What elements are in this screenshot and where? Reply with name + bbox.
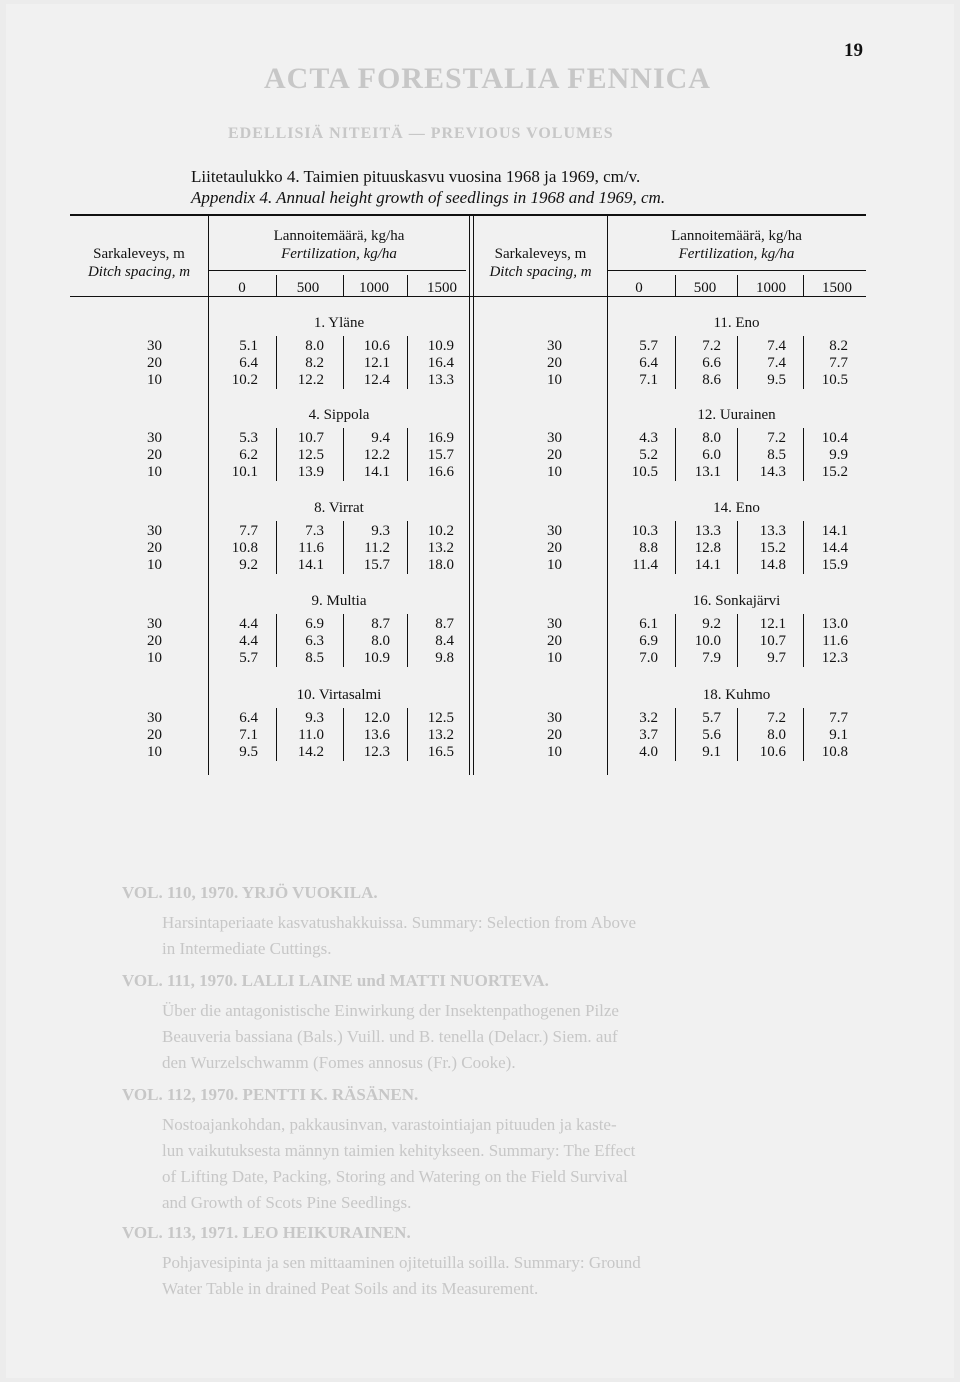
growth-value: 15.9: [821, 557, 848, 573]
growth-value: 5.3: [239, 430, 258, 446]
growth-value: 10.9: [427, 338, 454, 354]
column-separator: [407, 614, 408, 667]
column-separator: [675, 336, 676, 389]
bleed-line: Über die antagonistische Einwirkung der Insektenpathogenen Pilze: [162, 1001, 619, 1020]
column-separator: [407, 521, 408, 574]
growth-value: 9.5: [767, 372, 786, 388]
double-rule-b: [473, 215, 474, 775]
growth-value: 9.7: [767, 650, 786, 666]
right-fert-rule: [607, 270, 866, 271]
growth-value: 15.7: [427, 447, 454, 463]
row-spacing: 10: [547, 744, 562, 760]
column-separator: [276, 336, 277, 389]
growth-value: 6.1: [639, 616, 658, 632]
location-name: 10. Virtasalmi: [296, 687, 382, 703]
growth-value: 13.3: [427, 372, 454, 388]
bleed-line: VOL. 110, 1970. YRJÖ VUOKILA.: [122, 883, 378, 902]
growth-value: 9.4: [371, 430, 390, 446]
column-separator: [737, 336, 738, 389]
growth-value: 15.2: [759, 540, 786, 556]
table-caption-en: Appendix 4. Annual height growth of seedlings in 1968 and 1969, cm.: [191, 188, 666, 207]
col-header-spacing-en: Ditch spacing, m: [489, 264, 592, 280]
fert-level-0: 0: [635, 280, 643, 296]
row-spacing: 10: [147, 744, 162, 760]
growth-value: 9.3: [305, 710, 324, 726]
growth-value: 6.9: [305, 616, 324, 632]
growth-value: 14.4: [821, 540, 848, 556]
column-separator: [343, 336, 344, 389]
row-spacing: 20: [147, 727, 162, 743]
growth-value: 5.7: [639, 338, 658, 354]
growth-value: 4.4: [239, 616, 258, 632]
growth-value: 8.0: [767, 727, 786, 743]
growth-value: 8.2: [305, 355, 324, 371]
growth-value: 10.6: [759, 744, 786, 760]
growth-value: 16.9: [427, 430, 454, 446]
growth-value: 8.0: [702, 430, 721, 446]
col-header-spacing-fi: Sarkaleveys, m: [93, 246, 185, 262]
growth-value: 10.7: [759, 633, 786, 649]
column-separator: [737, 521, 738, 574]
growth-value: 8.5: [305, 650, 324, 666]
growth-value: 13.1: [694, 464, 721, 480]
row-spacing: 20: [147, 633, 162, 649]
growth-value: 8.2: [829, 338, 848, 354]
location-name: 18. Kuhmo: [702, 687, 771, 703]
growth-value: 14.3: [759, 464, 786, 480]
row-spacing: 30: [547, 430, 562, 446]
bleed-line: Harsintaperiaate kasvatushakkuissa. Summary: Selection from Above: [162, 913, 636, 932]
growth-value: 7.1: [239, 727, 258, 743]
location-name: 1. Yläne: [313, 315, 365, 331]
growth-value: 16.4: [427, 355, 454, 371]
growth-value: 13.2: [427, 540, 454, 556]
growth-value: 10.8: [821, 744, 848, 760]
location-name: 9. Multia: [311, 593, 367, 609]
growth-value: 12.3: [363, 744, 390, 760]
bleed-line: VOL. 113, 1971. LEO HEIKURAINEN.: [122, 1223, 411, 1242]
growth-value: 12.8: [694, 540, 721, 556]
location-name: 14. Eno: [713, 500, 760, 516]
bleed-line: of Lifting Date, Packing, Storing and Watering on the Field Survival: [162, 1167, 628, 1186]
growth-value: 7.0: [639, 650, 658, 666]
growth-value: 6.4: [239, 710, 258, 726]
growth-value: 7.7: [239, 523, 258, 539]
level-sep: [737, 275, 738, 296]
growth-value: 3.2: [639, 710, 658, 726]
growth-value: 12.0: [363, 710, 390, 726]
location-name: 12. Uurainen: [697, 407, 776, 423]
page: [6, 4, 954, 1378]
row-spacing: 10: [147, 650, 162, 666]
growth-value: 12.2: [297, 372, 324, 388]
column-separator: [803, 614, 804, 667]
fert-level-1500: 1500: [822, 280, 852, 296]
row-spacing: 30: [147, 710, 162, 726]
growth-value: 9.1: [829, 727, 848, 743]
growth-value: 5.2: [639, 447, 658, 463]
bleed-through-subtitle: EDELLISIÄ NITEITÄ — PREVIOUS VOLUMES: [228, 125, 614, 142]
col-header-fert-fi: Lannoitemäärä, kg/ha: [273, 228, 405, 244]
growth-value: 7.4: [767, 355, 786, 371]
row-spacing: 30: [547, 616, 562, 632]
double-rule-a: [469, 215, 470, 775]
growth-value: 18.0: [427, 557, 454, 573]
growth-value: 10.0: [694, 633, 721, 649]
growth-value: 14.1: [694, 557, 721, 573]
growth-value: 7.2: [702, 338, 721, 354]
row-spacing: 20: [147, 540, 162, 556]
growth-value: 13.0: [821, 616, 848, 632]
row-spacing: 30: [147, 430, 162, 446]
column-separator: [343, 708, 344, 761]
row-spacing: 10: [147, 557, 162, 573]
row-spacing: 10: [547, 372, 562, 388]
col-header-spacing-en: Ditch spacing, m: [87, 264, 191, 280]
growth-value: 10.9: [363, 650, 390, 666]
growth-value: 6.6: [702, 355, 721, 371]
table-caption-fi: Liitetaulukko 4. Taimien pituuskasvu vuosina 1968 ja 1969, cm/v.: [191, 167, 641, 186]
growth-value: 8.0: [305, 338, 324, 354]
growth-value: 11.4: [632, 557, 658, 573]
fert-level-1000: 1000: [359, 280, 389, 296]
column-separator: [737, 708, 738, 761]
header-bottom-rule: [70, 296, 866, 297]
growth-value: 8.4: [435, 633, 454, 649]
growth-value: 15.2: [821, 464, 848, 480]
bleed-line: Pohjavesipinta ja sen mittaaminen ojitetuilla soilla. Summary: Ground: [162, 1253, 641, 1272]
column-separator: [343, 614, 344, 667]
column-separator: [803, 336, 804, 389]
row-spacing: 30: [547, 338, 562, 354]
growth-value: 10.5: [631, 464, 658, 480]
growth-value: 13.3: [694, 523, 721, 539]
column-separator: [803, 708, 804, 761]
growth-value: 12.1: [363, 355, 390, 371]
growth-value: 5.1: [239, 338, 258, 354]
growth-value: 11.2: [364, 540, 390, 556]
col-header-fert-en: Fertilization, kg/ha: [678, 246, 795, 262]
column-separator: [675, 428, 676, 481]
growth-value: 8.0: [371, 633, 390, 649]
left-fert-rule: [208, 270, 466, 271]
level-sep: [675, 275, 676, 296]
growth-value: 12.5: [297, 447, 324, 463]
growth-value: 9.1: [702, 744, 721, 760]
row-spacing: 30: [147, 338, 162, 354]
column-separator: [803, 521, 804, 574]
row-spacing: 20: [147, 447, 162, 463]
growth-value: 7.4: [767, 338, 786, 354]
growth-value: 6.0: [702, 447, 721, 463]
growth-value: 13.9: [297, 464, 324, 480]
column-separator: [675, 521, 676, 574]
row-spacing: 10: [547, 650, 562, 666]
growth-value: 10.7: [297, 430, 324, 446]
col-header-fert-en: Fertilization, kg/ha: [281, 246, 397, 262]
column-separator: [276, 708, 277, 761]
bleed-line: Beauveria bassiana (Bals.) Vuill. und B. tenella (Delacr.) Siem. auf: [162, 1027, 618, 1046]
growth-value: 10.2: [427, 523, 454, 539]
growth-value: 6.4: [239, 355, 258, 371]
bleed-line: lun vaikutuksesta männyn taimien kehitykseen. Summary: The Effect: [162, 1141, 636, 1160]
row-spacing: 20: [547, 633, 562, 649]
column-separator: [737, 614, 738, 667]
growth-value: 7.2: [767, 430, 786, 446]
growth-value: 14.1: [363, 464, 390, 480]
bleed-line: VOL. 112, 1970. PENTTI K. RÄSÄNEN.: [122, 1085, 419, 1104]
row-spacing: 20: [547, 447, 562, 463]
bleed-through-title: ACTA FORESTALIA FENNICA: [264, 62, 711, 95]
location-name: 11. Eno: [713, 315, 760, 331]
growth-value: 10.6: [363, 338, 390, 354]
row-spacing: 30: [547, 710, 562, 726]
growth-value: 9.8: [435, 650, 454, 666]
location-name: 8. Virrat: [314, 500, 364, 516]
bleed-line: Water Table in drained Peat Soils and its Measurement.: [162, 1279, 539, 1298]
bleed-line: in Intermediate Cuttings.: [162, 939, 332, 958]
level-sep: [276, 275, 277, 296]
growth-value: 11.6: [822, 633, 848, 649]
column-separator: [407, 336, 408, 389]
column-separator: [737, 428, 738, 481]
growth-value: 9.3: [371, 523, 390, 539]
growth-value: 13.6: [363, 727, 390, 743]
growth-value: 12.3: [821, 650, 848, 666]
growth-value: 6.2: [239, 447, 258, 463]
bleed-line: Nostoajankohdan, pakkausinvan, varastointiajan pituuden ja kaste-: [162, 1115, 617, 1134]
growth-value: 7.2: [767, 710, 786, 726]
growth-value: 14.8: [759, 557, 786, 573]
column-separator: [276, 428, 277, 481]
growth-value: 4.3: [639, 430, 658, 446]
growth-value: 4.4: [239, 633, 258, 649]
col-header-fert-fi: Lannoitemäärä, kg/ha: [671, 228, 802, 244]
growth-value: 14.2: [297, 744, 324, 760]
table-top-rule: [70, 214, 866, 216]
level-sep: [343, 275, 344, 296]
growth-value: 8.7: [371, 616, 390, 632]
column-separator: [343, 521, 344, 574]
growth-value: 10.1: [231, 464, 258, 480]
growth-value: 7.3: [305, 523, 324, 539]
growth-value: 9.2: [702, 616, 721, 632]
location-name: 4. Sippola: [308, 407, 370, 423]
growth-value: 16.5: [427, 744, 454, 760]
growth-value: 10.8: [231, 540, 258, 556]
growth-value: 14.1: [821, 523, 848, 539]
column-separator: [803, 428, 804, 481]
column-separator: [675, 614, 676, 667]
row-spacing: 20: [147, 355, 162, 371]
row-spacing: 20: [547, 727, 562, 743]
growth-value: 7.1: [639, 372, 658, 388]
column-separator: [276, 614, 277, 667]
level-sep: [407, 275, 408, 296]
growth-value: 7.7: [829, 710, 848, 726]
column-separator: [276, 521, 277, 574]
growth-value: 14.1: [297, 557, 324, 573]
row-spacing: 20: [547, 355, 562, 371]
growth-value: 11.0: [298, 727, 324, 743]
fert-level-500: 500: [693, 280, 717, 296]
row-spacing: 20: [547, 540, 562, 556]
growth-value: 9.5: [239, 744, 258, 760]
column-separator: [675, 708, 676, 761]
row-spacing: 10: [547, 464, 562, 480]
growth-value: 6.9: [639, 633, 658, 649]
growth-value: 16.6: [427, 464, 454, 480]
fert-level-0: 0: [238, 280, 246, 296]
page-number: 19: [844, 40, 863, 61]
row-spacing: 30: [147, 616, 162, 632]
growth-value: 8.7: [435, 616, 454, 632]
growth-value: 8.6: [702, 372, 721, 388]
location-name: 16. Sonkajärvi: [692, 593, 781, 609]
bleed-line: VOL. 111, 1970. LALLI LAINE und MATTI NUORTEVA.: [122, 971, 549, 990]
column-separator: [407, 708, 408, 761]
growth-value: 10.2: [231, 372, 258, 388]
bleed-line: den Wurzelschwamm (Fomes annosus (Fr.) Cooke).: [162, 1053, 516, 1072]
growth-value: 8.5: [767, 447, 786, 463]
row-spacing: 10: [547, 557, 562, 573]
growth-value: 8.8: [639, 540, 658, 556]
growth-value: 13.3: [759, 523, 786, 539]
bleed-line: and Growth of Scots Pine Seedlings.: [162, 1193, 412, 1212]
growth-value: 12.2: [363, 447, 390, 463]
growth-value: 13.2: [427, 727, 454, 743]
growth-value: 12.5: [427, 710, 454, 726]
growth-value: 4.0: [639, 744, 658, 760]
growth-value: 10.5: [821, 372, 848, 388]
growth-value: 10.4: [821, 430, 848, 446]
growth-value: 12.1: [759, 616, 786, 632]
column-separator: [407, 428, 408, 481]
fert-level-500: 500: [296, 280, 320, 296]
row-spacing: 10: [147, 464, 162, 480]
row-spacing: 30: [147, 523, 162, 539]
fert-level-1000: 1000: [756, 280, 786, 296]
growth-value: 10.3: [631, 523, 658, 539]
growth-value: 5.6: [702, 727, 721, 743]
growth-value: 15.7: [363, 557, 390, 573]
level-sep: [803, 275, 804, 296]
growth-value: 9.9: [829, 447, 848, 463]
column-separator: [343, 428, 344, 481]
growth-value: 7.9: [702, 650, 721, 666]
fert-level-1500: 1500: [427, 280, 457, 296]
growth-value: 12.4: [363, 372, 390, 388]
row-spacing: 10: [147, 372, 162, 388]
growth-value: 9.2: [239, 557, 258, 573]
growth-value: 6.3: [305, 633, 324, 649]
growth-value: 11.6: [298, 540, 324, 556]
row-spacing: 30: [547, 523, 562, 539]
growth-value: 6.4: [639, 355, 658, 371]
growth-value: 7.7: [829, 355, 848, 371]
growth-value: 5.7: [239, 650, 258, 666]
col-header-spacing-fi: Sarkaleveys, m: [494, 246, 587, 262]
growth-value: 3.7: [639, 727, 658, 743]
growth-value: 5.7: [702, 710, 721, 726]
